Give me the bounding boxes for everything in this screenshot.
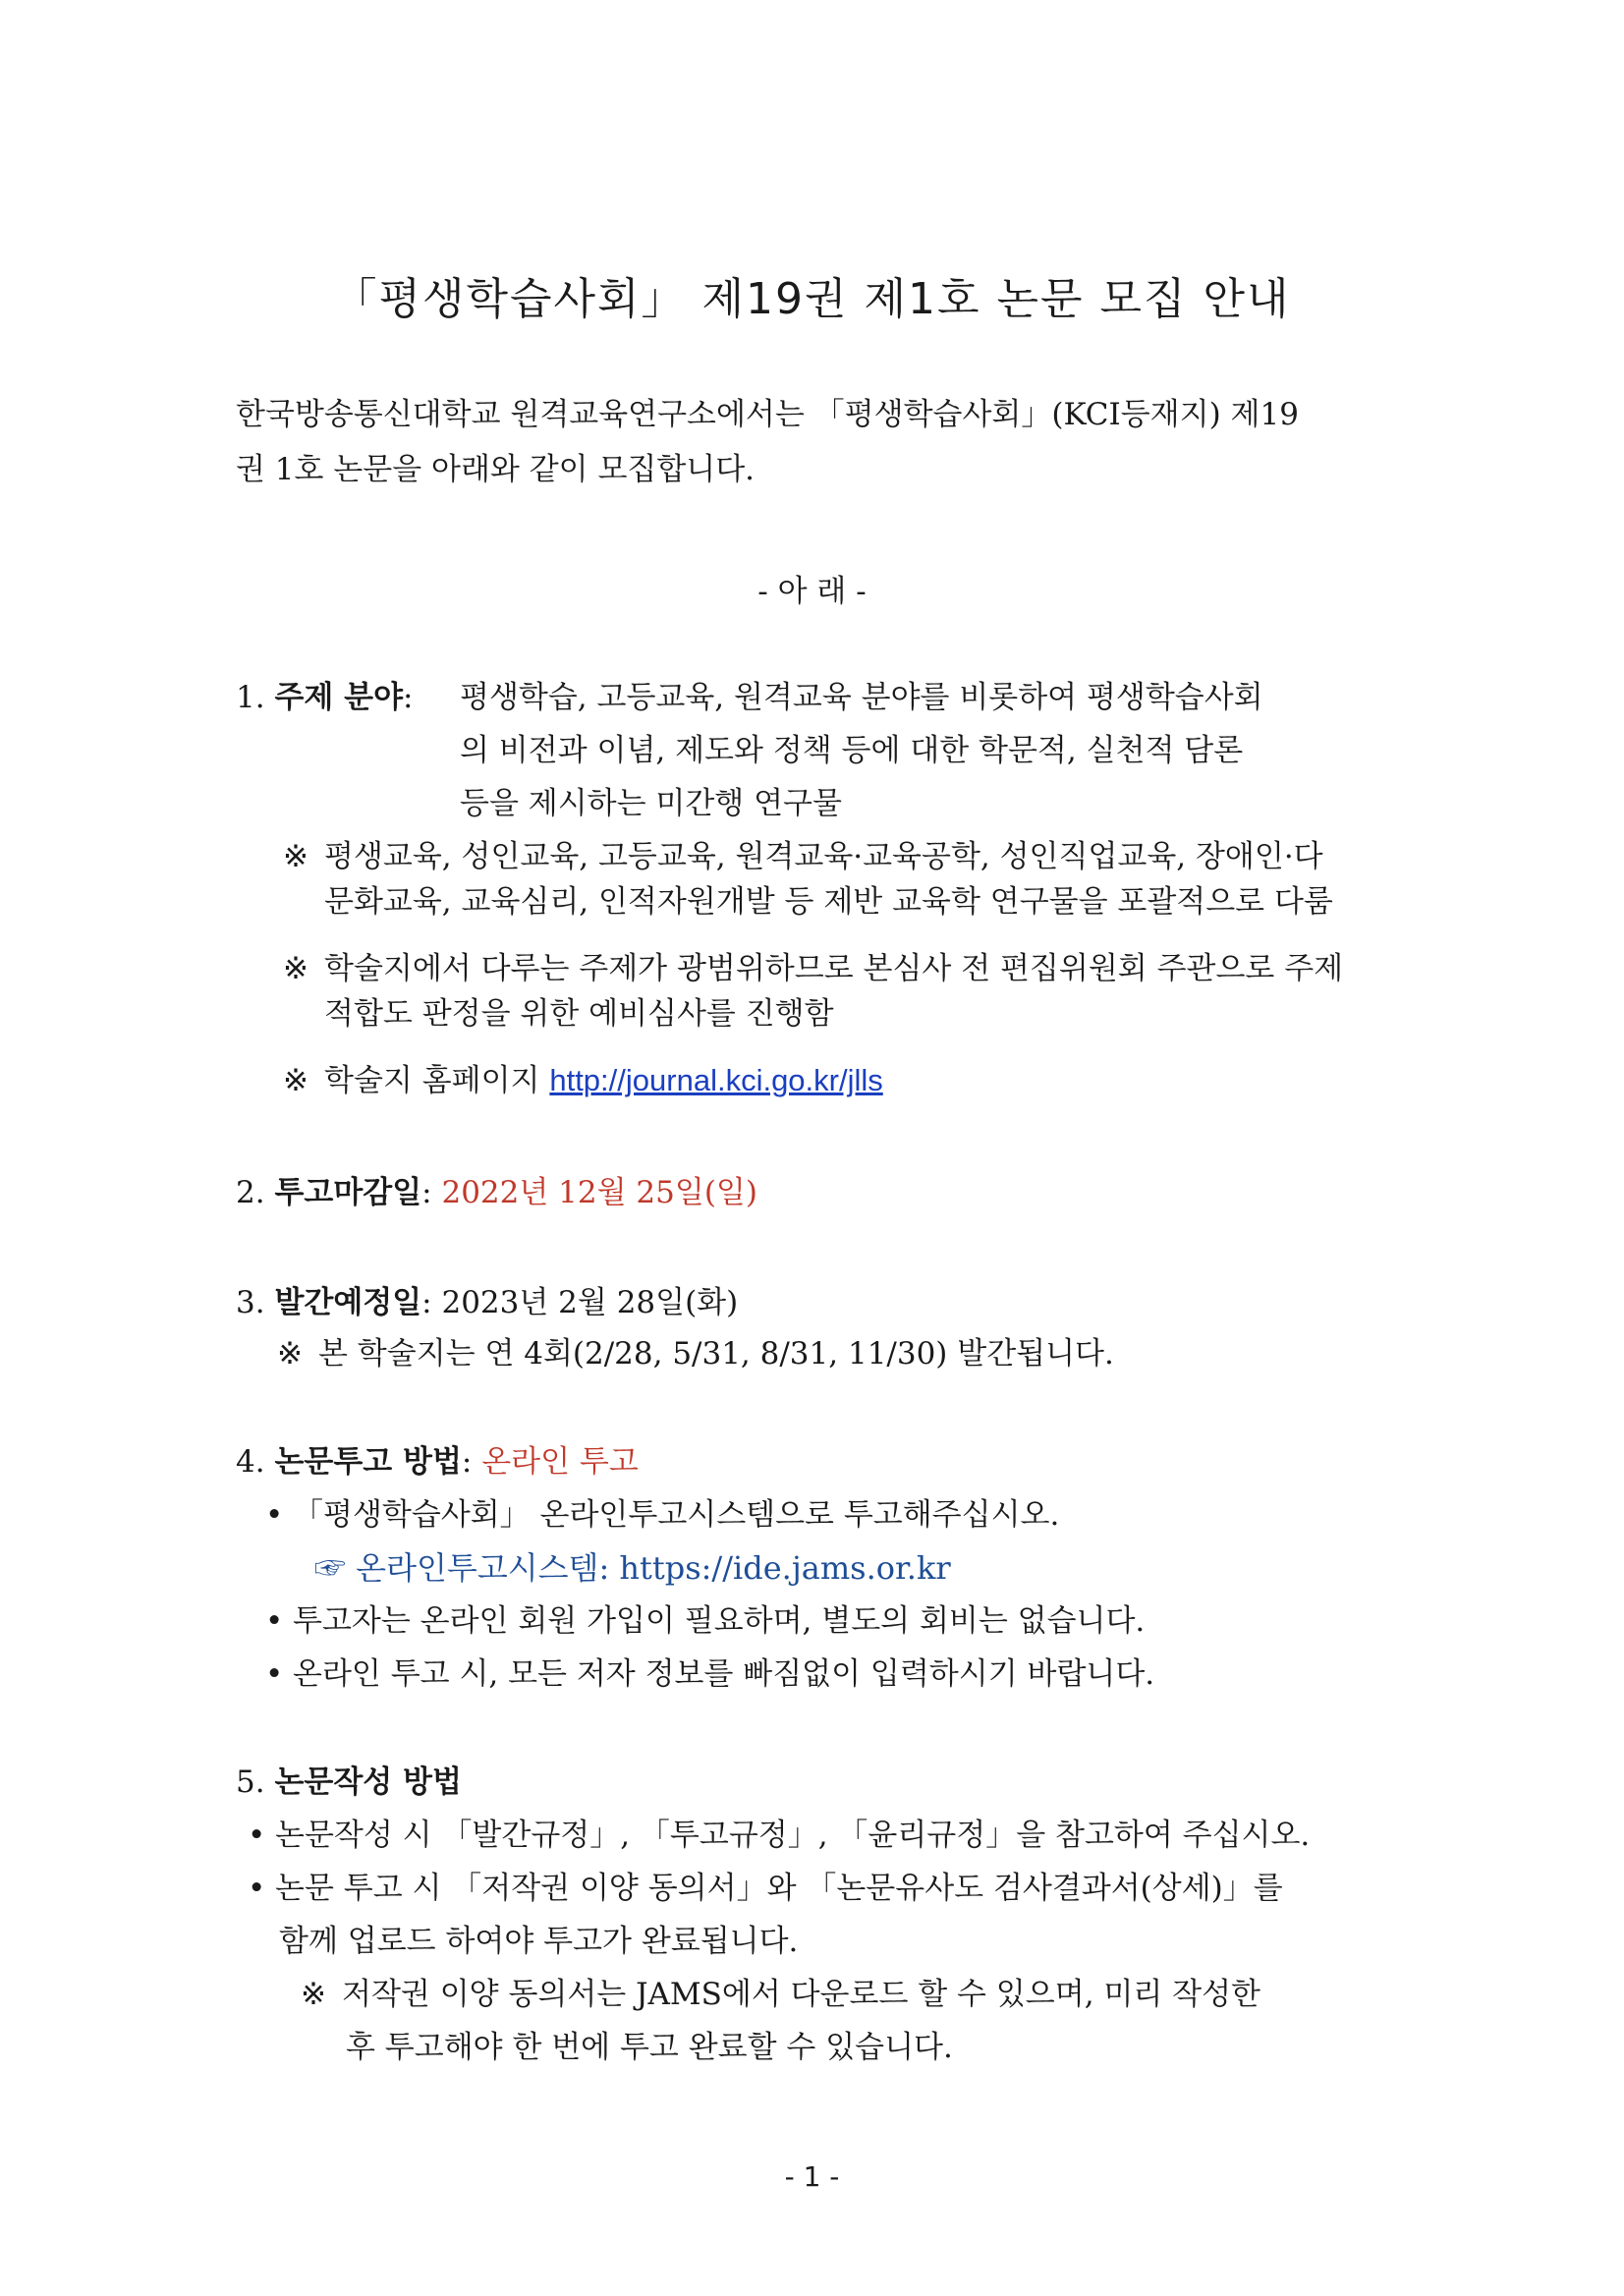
section-3-note: ※ 본 학술지는 연 4회(2/28, 5/31, 8/31, 11/30) 발간됩니다. bbox=[277, 1326, 1114, 1381]
section-5-bullet-1: • 논문작성 시 「발간규정」, 「투고규정」, 「윤리규정」을 참고하여 주십시오. bbox=[248, 1808, 1310, 1863]
section-1-line-3: 등을 제시하는 미간행 연구물 bbox=[460, 786, 842, 821]
section-heading-text: 논문투고 방법 bbox=[274, 1444, 462, 1480]
bullet-mark: • bbox=[248, 1818, 266, 1853]
section-4-bullet-2: • 투고자는 온라인 회원 가입이 필요하며, 별도의 회비는 없습니다. bbox=[265, 1594, 1145, 1649]
section-1-note-2-line-2: 적합도 판정을 위한 예비심사를 진행함 bbox=[324, 996, 834, 1032]
section-1-note-2-line-1: ※ 학술지에서 다루는 주제가 광범위하므로 본심사 전 편집위원회 주관으로 주제 bbox=[283, 941, 1343, 996]
reference-mark: ※ bbox=[301, 1977, 326, 2012]
section-1-note-3 bbox=[283, 1053, 883, 1108]
section-1-line-1: 평생학습, 고등교육, 원격교육 분야를 비롯하여 평생학습사회 bbox=[460, 680, 1263, 715]
section-1-note-1-line-1: ※ 평생교육, 성인교육, 고등교육, 원격교육·교육공학, 성인직업교육, 장애인·다 bbox=[283, 829, 1323, 884]
homepage-label: 학술지 홈페이지 bbox=[324, 1063, 540, 1098]
reference-mark: ※ bbox=[283, 839, 308, 874]
page-number: - 1 - bbox=[784, 2160, 840, 2193]
submission-method-value: 온라인 투고 bbox=[481, 1444, 639, 1480]
section-5-bullet-2-line-2: 함께 업로드 하여야 투고가 완료됩니다. bbox=[279, 1924, 799, 1959]
deadline-value: 2022년 12월 25일(일) bbox=[441, 1175, 757, 1210]
section-3: 3. 발간예정일: 2023년 2월 28일(화) bbox=[236, 1285, 739, 1320]
section-number: 1. bbox=[236, 680, 265, 715]
section-5 bbox=[236, 1755, 462, 1810]
bullet-mark: • bbox=[265, 1497, 284, 1533]
publication-date-value: 2023년 2월 28일(화) bbox=[441, 1285, 739, 1320]
section-heading-text: 투고마감일 bbox=[274, 1175, 422, 1210]
section-5-note-line-2: 후 투고해야 한 번에 투고 완료할 수 있습니다. bbox=[346, 2030, 953, 2065]
section-number: 5. bbox=[236, 1764, 265, 1800]
section-5-bullet-2-line-1: • 논문 투고 시 「저작권 이양 동의서」와 「논문유사도 검사결과서(상세)」를 bbox=[248, 1861, 1283, 1916]
section-2: 2. 투고마감일: 2022년 12월 25일(일) bbox=[236, 1175, 757, 1210]
section-number: 2. bbox=[236, 1175, 265, 1210]
bullet-mark: • bbox=[265, 1656, 284, 1692]
section-number: 3. bbox=[236, 1285, 265, 1320]
reference-mark: ※ bbox=[283, 951, 308, 986]
section-heading-text: 발간예정일 bbox=[274, 1285, 422, 1320]
journal-homepage-link[interactable]: http://journal.kci.go.kr/jlls bbox=[549, 1063, 883, 1097]
section-1-note-1-line-2: 문화교육, 교육심리, 인적자원개발 등 제반 교육학 연구물을 포괄적으로 다룸 bbox=[324, 884, 1333, 920]
section-4: 4. 논문투고 방법: 온라인 투고 bbox=[236, 1444, 639, 1480]
section-heading-text: 논문작성 방법 bbox=[274, 1764, 462, 1800]
intro-line-1: 한국방송통신대학교 원격교육연구소에서는 「평생학습사회」(KCI등재지) 제19 bbox=[236, 397, 1299, 432]
reference-mark: ※ bbox=[277, 1336, 303, 1372]
page-title: 「평생학습사회」 제19권 제1호 논문 모집 안내 bbox=[333, 274, 1291, 324]
bullet-mark: • bbox=[265, 1603, 284, 1639]
section-5-note-line-1: ※ 저작권 이양 동의서는 JAMS에서 다운로드 할 수 있으며, 미리 작성한 bbox=[301, 1967, 1260, 2022]
section-1-heading: 1. 주제 분야: bbox=[236, 680, 414, 715]
reference-mark: ※ bbox=[283, 1063, 308, 1098]
section-4-bullet-1: • 「평생학습사회」 온라인투고시스템으로 투고해주십시오. bbox=[265, 1487, 1059, 1542]
section-heading-text: 주제 분야 bbox=[274, 680, 404, 715]
section-4-bullet-3: • 온라인 투고 시, 모든 저자 정보를 빠짐없이 입력하시기 바랍니다. bbox=[265, 1647, 1154, 1702]
intro-line-2: 권 1호 논문을 아래와 같이 모집합니다. bbox=[236, 452, 756, 487]
below-label: - 아 래 - bbox=[757, 574, 867, 609]
section-number: 4. bbox=[236, 1444, 265, 1480]
bullet-mark: • bbox=[248, 1871, 266, 1906]
online-submission-system-link[interactable]: ☞ 온라인투고시스템: https://ide.jams.or.kr bbox=[314, 1549, 951, 1587]
section-1-line-2: 의 비전과 이념, 제도와 정책 등에 대한 학문적, 실천적 담론 bbox=[460, 733, 1244, 768]
